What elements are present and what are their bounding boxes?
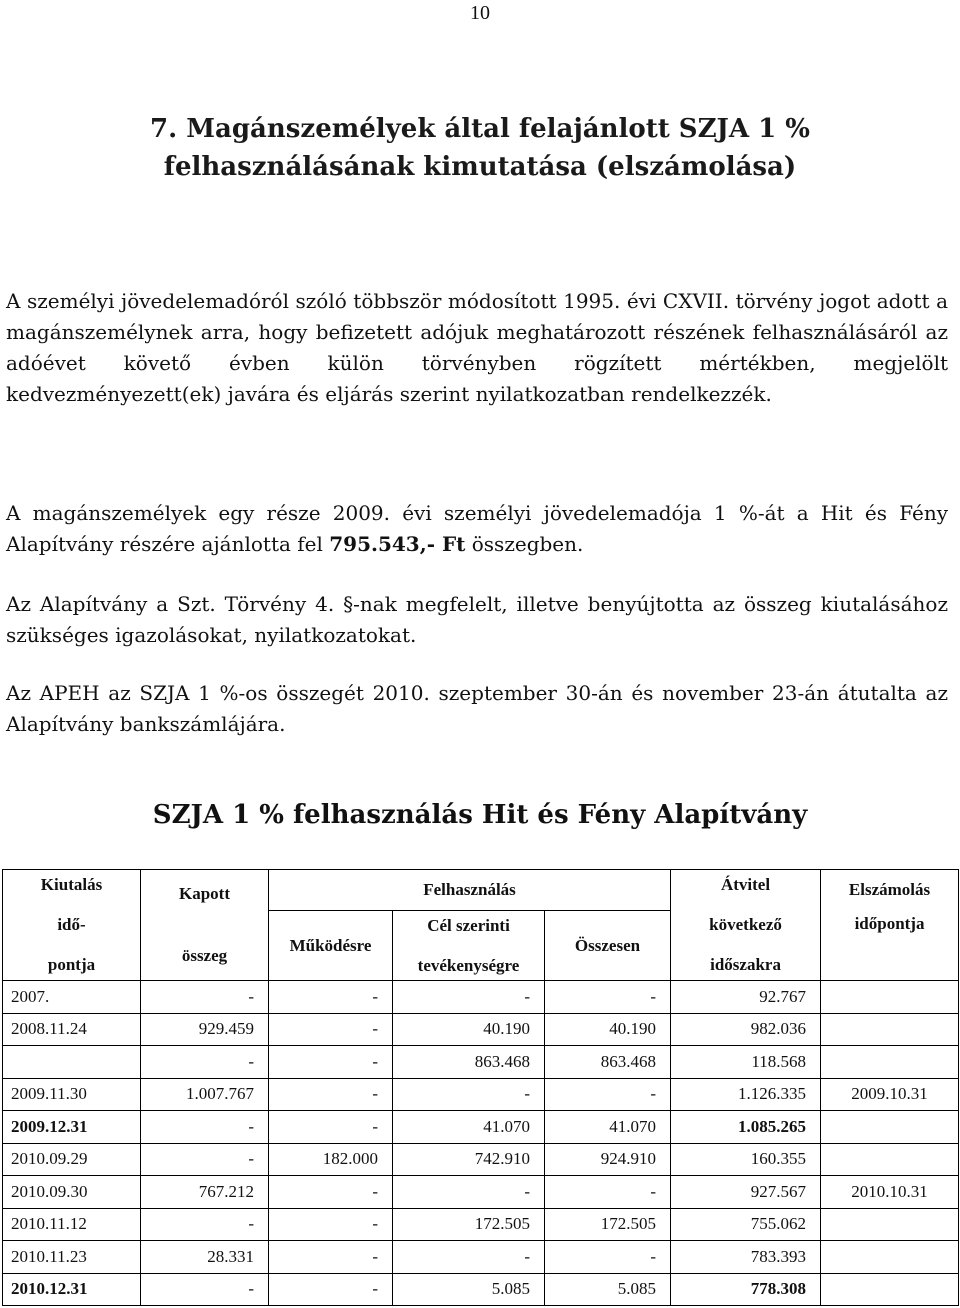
offered-amount: 795.543,- Ft [329, 532, 466, 556]
cell-date: 2008.11.24 [3, 1013, 141, 1046]
cell-date: 2010.11.12 [3, 1208, 141, 1241]
cell-mukodesre: - [269, 1241, 393, 1274]
cell-kapott: 28.331 [141, 1241, 269, 1274]
cell-elszamolas [821, 981, 959, 1014]
cell-cel: 172.505 [393, 1208, 545, 1241]
usage-table-container [2, 869, 958, 1306]
cell-date: 2010.09.29 [3, 1143, 141, 1176]
cell-cel: 41.070 [393, 1111, 545, 1144]
cell-kapott: - [141, 981, 269, 1014]
cell-mukodesre: - [269, 1208, 393, 1241]
cell-mukodesre: - [269, 1013, 393, 1046]
cell-cel: 5.085 [393, 1273, 545, 1306]
cell-mukodesre: - [269, 1273, 393, 1306]
cell-osszesen: 41.070 [545, 1111, 671, 1144]
table-row [3, 1143, 959, 1176]
cell-mukodesre: - [269, 981, 393, 1014]
table-row [3, 1208, 959, 1241]
cell-elszamolas [821, 1241, 959, 1274]
header-kiutalas-line-1: Kiutalás [40, 875, 103, 894]
cell-mukodesre: - [269, 1111, 393, 1144]
cell-elszamolas [821, 1143, 959, 1176]
cell-atvitel: 118.568 [671, 1046, 821, 1079]
header-mukodesre: Működésre [269, 911, 393, 981]
section-heading-line-1: 7. Magánszemélyek által felajánlott SZJA 1 % [150, 114, 810, 144]
header-kiutalas-line-2: idő- [57, 915, 86, 934]
cell-date: 2009.11.30 [3, 1078, 141, 1111]
cell-cel: - [393, 981, 545, 1014]
header-kapott-line-2: összeg [181, 946, 228, 965]
cell-mukodesre: - [269, 1046, 393, 1079]
cell-cel: 863.468 [393, 1046, 545, 1079]
cell-kapott: 929.459 [141, 1013, 269, 1046]
cell-atvitel: 1.085.265 [671, 1111, 821, 1144]
cell-osszesen: 863.468 [545, 1046, 671, 1079]
header-elszamolas [821, 870, 959, 981]
header-elszamolas-line-2: időpontja [854, 914, 925, 933]
cell-osszesen: 924.910 [545, 1143, 671, 1176]
cell-mukodesre: - [269, 1176, 393, 1209]
paragraph-documents: Az Alapítvány a Szt. Törvény 4. §-nak megfelelt, illetve benyújtotta az összeg kiutalásához szükséges igazolásokat, nyilatkozatokat. [6, 592, 948, 647]
table-title: SZJA 1 % felhasználás Hit és Fény Alapítvány [152, 800, 808, 830]
cell-cel: 40.190 [393, 1013, 545, 1046]
table-row [3, 1241, 959, 1274]
header-kapott [141, 870, 269, 981]
cell-kapott: 767.212 [141, 1176, 269, 1209]
table-row [3, 1013, 959, 1046]
paragraph-offer-text-b: összegben. [465, 532, 584, 556]
table-row [3, 1176, 959, 1209]
cell-elszamolas [821, 1046, 959, 1079]
cell-kapott: 1.007.767 [141, 1078, 269, 1111]
header-atvitel [671, 870, 821, 981]
cell-osszesen: - [545, 1241, 671, 1274]
cell-date: 2010.12.31 [3, 1273, 141, 1306]
cell-elszamolas [821, 1111, 959, 1144]
cell-date: 2007. [3, 981, 141, 1014]
cell-date: 2010.09.30 [3, 1176, 141, 1209]
cell-elszamolas [821, 1013, 959, 1046]
table-row [3, 981, 959, 1014]
table-row [3, 1078, 959, 1111]
cell-atvitel: 160.355 [671, 1143, 821, 1176]
section-heading-line-2: felhasználásának kimutatása (elszámolása) [163, 152, 797, 182]
cell-kapott: - [141, 1208, 269, 1241]
cell-kapott: - [141, 1273, 269, 1306]
header-cel [393, 911, 545, 981]
cell-kapott: - [141, 1111, 269, 1144]
header-cel-line-1: Cél szerinti [427, 915, 510, 935]
cell-elszamolas [821, 1273, 959, 1306]
header-kiutalas-line-3: pontja [47, 955, 96, 974]
cell-atvitel: 783.393 [671, 1241, 821, 1274]
cell-osszesen: 5.085 [545, 1273, 671, 1306]
cell-kapott: - [141, 1143, 269, 1176]
cell-date: 2009.12.31 [3, 1111, 141, 1144]
paragraph-offer [6, 498, 948, 560]
header-kapott-line-1: Kapott [179, 884, 230, 903]
header-atvitel-line-3: időszakra [710, 955, 781, 974]
cell-mukodesre: - [269, 1078, 393, 1111]
cell-atvitel: 778.308 [671, 1273, 821, 1306]
paragraph-legal-basis: A személyi jövedelemadóról szóló többször módosított 1995. évi CXVII. törvény jogot adott a magánszemélynek arra, hogy befizetett adójuk meghatározott részének felhasználásáról az adóévet követő évben külön törvényben rögzített mértékben, megjelölt kedvezményezett(ek) javára és eljárás szerint nyilatkozatban rendelkezzék. [6, 289, 948, 406]
page-number: 10 [470, 2, 490, 24]
paragraph-transfer: Az APEH az SZJA 1 %-os összegét 2010. szeptember 30-án és november 23-án átutalta az Alapítvány bankszámlájára. [6, 681, 948, 736]
table-row-subtotal [3, 1111, 959, 1144]
table-header-row [3, 870, 959, 911]
usage-table [2, 869, 959, 1306]
header-elszamolas-line-1: Elszámolás [848, 880, 931, 899]
cell-mukodesre: 182.000 [269, 1143, 393, 1176]
header-kiutalas [3, 870, 141, 981]
header-atvitel-line-1: Átvitel [720, 875, 771, 894]
cell-elszamolas: 2010.10.31 [821, 1176, 959, 1209]
cell-elszamolas [821, 1208, 959, 1241]
cell-elszamolas: 2009.10.31 [821, 1078, 959, 1111]
paragraph-offer-text-a: A magánszemélyek egy része 2009. évi személyi jövedelemadója 1 %-át a Hit és Fény Alapítvány részére ajánlotta fel [6, 501, 948, 556]
cell-kapott: - [141, 1046, 269, 1079]
cell-osszesen: - [545, 1176, 671, 1209]
cell-osszesen: 40.190 [545, 1013, 671, 1046]
cell-osszesen: - [545, 981, 671, 1014]
cell-atvitel: 755.062 [671, 1208, 821, 1241]
cell-cel: - [393, 1241, 545, 1274]
cell-osszesen: - [545, 1078, 671, 1111]
cell-osszesen: 172.505 [545, 1208, 671, 1241]
header-osszesen: Összesen [545, 911, 671, 981]
cell-atvitel: 982.036 [671, 1013, 821, 1046]
cell-cel: 742.910 [393, 1143, 545, 1176]
cell-atvitel: 927.567 [671, 1176, 821, 1209]
cell-date [3, 1046, 141, 1079]
header-atvitel-line-2: következő [709, 915, 782, 934]
section-heading [60, 110, 900, 186]
header-felhasznalas: Felhasználás [269, 870, 671, 911]
cell-cel: - [393, 1078, 545, 1111]
header-cel-line-2: tevékenységre [417, 955, 520, 975]
cell-cel: - [393, 1176, 545, 1209]
cell-atvitel: 1.126.335 [671, 1078, 821, 1111]
cell-atvitel: 92.767 [671, 981, 821, 1014]
table-row-total [3, 1273, 959, 1306]
table-row [3, 1046, 959, 1079]
cell-date: 2010.11.23 [3, 1241, 141, 1274]
